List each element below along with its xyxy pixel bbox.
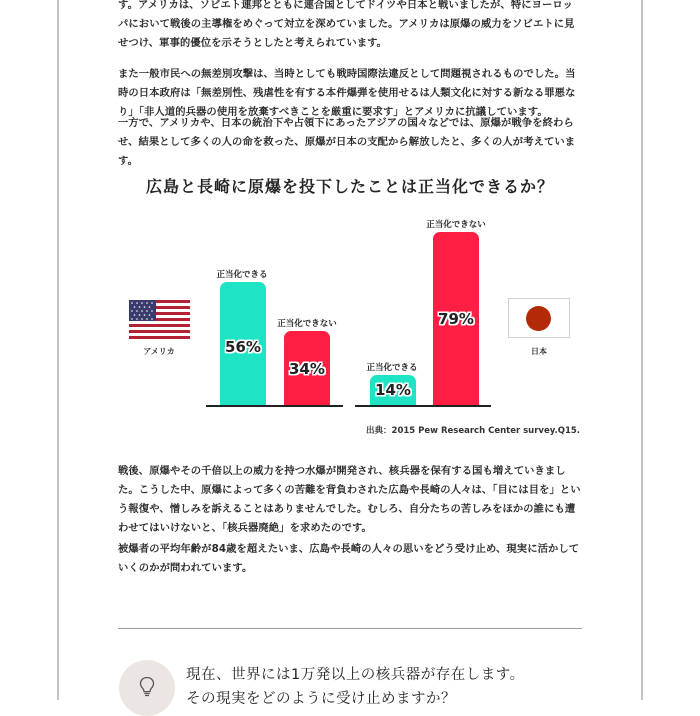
chart-source: 出典：2015 Pew Research Center survey.Q15. <box>366 426 580 436</box>
jp-justified-label: 正当化できる <box>366 363 418 373</box>
us-justified-label: 正当化できる <box>216 270 268 280</box>
japan-flag-sun <box>526 306 551 331</box>
japan-country-label: 日本 <box>531 347 547 356</box>
us-justified-value: 56% <box>225 338 261 356</box>
japan-flag-icon <box>508 298 570 338</box>
page-border-left <box>57 0 59 700</box>
paragraph-cold-war: す。アメリカは、ソビエト連邦とともに連合国としてドイツや日本と戦いましたが、特にヨーロッパにおいて戦後の主導権をめぐって対立を深めていました。アメリカは原爆の威力をソビエトに見せつけ、軍事的優位を示そうとしたと考えられています。 <box>118 0 575 49</box>
paragraph-postwar: 戦後、原爆やその千倍以上の威力を持つ水爆が開発され、核兵器を保有する国も増えていきました。こうした中、原爆によって多くの苦難を背負わされた広島や長崎の人々は、「目には目を」という報復や、憎しみを訴えることはありませんでした。むしろ、自分たちの苦しみをほかの誰にも遭わせてはいけないと、「核兵器廃絶」を求めたのです。 <box>118 465 581 534</box>
paragraph-asia-view: 一方で、アメリカや、日本の統治下や占領下にあったアジアの国々などでは、原爆が戦争を終わらせ、結果として多くの人の命を救った、原爆が日本の支配から解放したと、多くの人が考えています。 <box>118 117 576 167</box>
us-not-justified-bar <box>284 331 330 406</box>
paragraph-civilian-attack: また一般市民への無差別攻撃は、当時としても戦時国際法違反として問題視されるものでした。当時の日本政府は「無差別性、残虐性を有する本件爆弾を使用せるは人類文化に対する新なる罪悪なり」「非人道的兵器の使用を放棄すべきことを厳重に要求す」とアメリカに抗議しています。 <box>118 68 576 118</box>
us-flag-icon <box>129 300 190 339</box>
tip-line-2: その現実をどのように受け止めますか？ <box>186 691 456 707</box>
tip-icon-circle <box>119 660 175 716</box>
chart-title: 広島と長崎に原爆を投下したことは正当化できるか？ <box>145 177 554 196</box>
jp-justified-value: 14% <box>375 381 411 399</box>
us-country-label: アメリカ <box>143 347 175 356</box>
tip-line-1: 現在、世界には1万発以上の核兵器が存在します。 <box>186 667 525 683</box>
jp-not-justified-value: 79% <box>438 310 474 328</box>
jp-baseline <box>355 405 491 407</box>
jp-not-justified-label: 正当化できない <box>426 220 486 230</box>
tip-question <box>186 663 525 711</box>
jp-not-justified-bar <box>433 232 479 406</box>
section-divider <box>118 628 582 629</box>
us-baseline <box>206 405 343 407</box>
page-border-right <box>641 0 643 700</box>
us-not-justified-value: 34% <box>289 360 325 378</box>
us-justified-bar <box>220 282 266 406</box>
us-not-justified-label: 正当化できない <box>277 319 337 329</box>
jp-justified-bar <box>370 375 416 406</box>
paragraph-hibakusha-age: 被爆者の平均年齢が84歳を超えたいま、広島や長崎の人々の思いをどう受け止め、現実に活かしていくのかが問われています。 <box>118 543 580 574</box>
lightbulb-icon <box>139 676 155 698</box>
